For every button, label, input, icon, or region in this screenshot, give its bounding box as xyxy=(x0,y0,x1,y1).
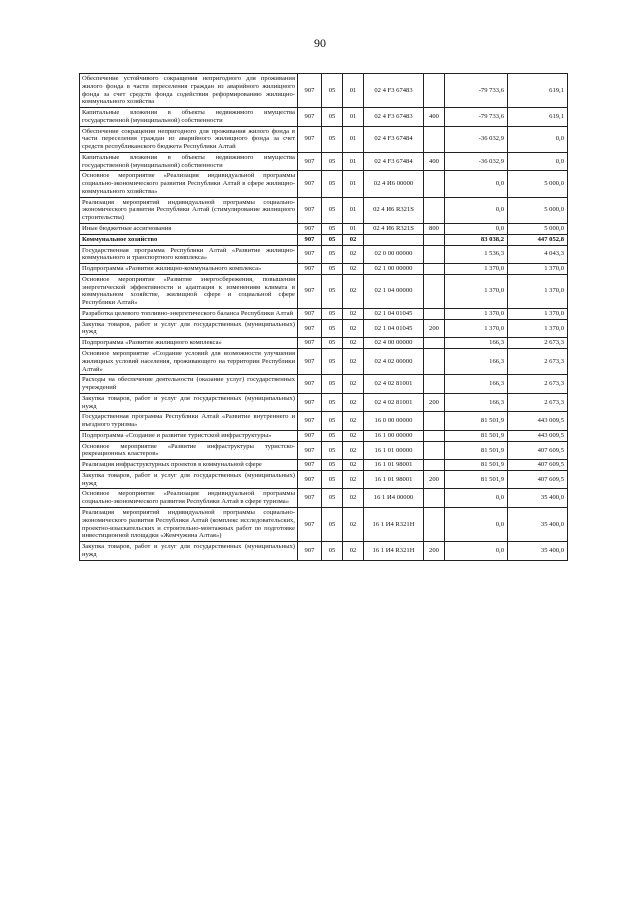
ministry-code-cell: 907 xyxy=(298,542,322,561)
ministry-code-cell: 907 xyxy=(298,441,322,460)
amount-change-cell: -79 733,6 xyxy=(445,74,508,108)
expense-type-cell: 400 xyxy=(424,108,445,127)
target-article-cell: 16 0 00 00000 xyxy=(364,412,424,431)
expense-name-cell: Закупка товаров, работ и услуг для государственных (муниципальных) нужд xyxy=(80,393,298,412)
subsection-code-cell: 01 xyxy=(343,108,364,127)
section-code-cell: 05 xyxy=(322,126,343,152)
section-code-cell: 05 xyxy=(322,171,343,197)
subsection-code-cell: 02 xyxy=(343,264,364,275)
table-row xyxy=(80,171,568,197)
expense-type-cell xyxy=(424,441,445,460)
table-row xyxy=(80,245,568,264)
ministry-code-cell: 907 xyxy=(298,412,322,431)
target-article-cell xyxy=(364,234,424,245)
amount-total-cell: 2 673,3 xyxy=(508,375,568,394)
subsection-code-cell: 02 xyxy=(343,308,364,319)
table-row xyxy=(80,274,568,308)
expense-type-cell xyxy=(424,348,445,374)
expense-name-cell: Государственная программа Республики Алтай «Развитие внутреннего и въездного туризма» xyxy=(80,412,298,431)
subsection-code-cell: 01 xyxy=(343,197,364,223)
amount-total-cell: 1 370,0 xyxy=(508,274,568,308)
expense-name-cell: Реализация мероприятий индивидуальной программы социально-экономического развития Республики Алтай (комплекс исследовательских, проектно-изыскательских и строительно-монтажных работ по подготовке инвестиционной площадки «Жемчужина Алтая») xyxy=(80,507,298,541)
amount-change-cell: 1 536,3 xyxy=(445,245,508,264)
section-code-cell: 05 xyxy=(322,348,343,374)
expense-name-cell: Реализация инфраструктурных проектов в коммунальной сфере xyxy=(80,460,298,471)
amount-total-cell: 1 370,0 xyxy=(508,308,568,319)
expense-type-cell xyxy=(424,74,445,108)
amount-total-cell: 407 609,5 xyxy=(508,460,568,471)
amount-change-cell: -36 032,9 xyxy=(445,126,508,152)
amount-total-cell: 2 673,3 xyxy=(508,348,568,374)
amount-total-cell: 619,1 xyxy=(508,108,568,127)
amount-total-cell: 35 400,0 xyxy=(508,489,568,508)
expense-name-cell: Подпрограмма «Создание и развитие туристской инфраструктуры» xyxy=(80,430,298,441)
amount-change-cell: 1 370,0 xyxy=(445,274,508,308)
expense-type-cell: 800 xyxy=(424,224,445,235)
table-row xyxy=(80,441,568,460)
amount-change-cell: 0,0 xyxy=(445,542,508,561)
amount-change-cell: 83 038,2 xyxy=(445,234,508,245)
budget-table xyxy=(79,73,568,561)
target-article-cell: 02 4 И6 R321S xyxy=(364,197,424,223)
expense-name-cell: Коммунальное хозяйство xyxy=(80,234,298,245)
section-code-cell: 05 xyxy=(322,264,343,275)
section-code-cell: 05 xyxy=(322,74,343,108)
subsection-code-cell: 02 xyxy=(343,542,364,561)
subsection-code-cell: 02 xyxy=(343,274,364,308)
table-row xyxy=(80,338,568,349)
expense-name-cell: Закупка товаров, работ и услуг для государственных (муниципальных) нужд xyxy=(80,542,298,561)
section-code-cell: 05 xyxy=(322,430,343,441)
subsection-code-cell: 01 xyxy=(343,74,364,108)
expense-name-cell: Основное мероприятие «Развитие энергосбережения, повышения энергетической эффективности и адаптация к изменениям климата в коммунальном хозяйстве, жилищной сфере и социальной сфере Республики Алтай» xyxy=(80,274,298,308)
target-article-cell: 02 4 И6 00000 xyxy=(364,171,424,197)
expense-name-cell: Основное мероприятие «Создание условий для возможности улучшения жилищных условий населения, проживающего на территории Республики Алтай» xyxy=(80,348,298,374)
amount-change-cell: -36 032,9 xyxy=(445,152,508,171)
target-article-cell: 16 1 01 98001 xyxy=(364,460,424,471)
ministry-code-cell: 907 xyxy=(298,152,322,171)
ministry-code-cell: 907 xyxy=(298,308,322,319)
subsection-code-cell: 01 xyxy=(343,152,364,171)
target-article-cell: 02 4 00 00000 xyxy=(364,338,424,349)
ministry-code-cell: 907 xyxy=(298,489,322,508)
amount-change-cell: 0,0 xyxy=(445,197,508,223)
amount-change-cell: 81 501,9 xyxy=(445,460,508,471)
expense-type-cell: 200 xyxy=(424,542,445,561)
subsection-code-cell: 02 xyxy=(343,234,364,245)
expense-type-cell: 400 xyxy=(424,152,445,171)
section-code-cell: 05 xyxy=(322,460,343,471)
expense-name-cell: Государственная программа Республики Алтай «Развитие жилищно-коммунального и транспортного комплекса» xyxy=(80,245,298,264)
ministry-code-cell: 907 xyxy=(298,393,322,412)
amount-total-cell: 5 000,0 xyxy=(508,224,568,235)
ministry-code-cell: 907 xyxy=(298,348,322,374)
table-row xyxy=(80,489,568,508)
target-article-cell: 16 1 И4 00000 xyxy=(364,489,424,508)
amount-change-cell: 1 370,0 xyxy=(445,308,508,319)
target-article-cell: 16 1 01 00000 xyxy=(364,441,424,460)
subsection-code-cell: 02 xyxy=(343,460,364,471)
amount-change-cell: 166,3 xyxy=(445,348,508,374)
target-article-cell: 02 4 F3 67483 xyxy=(364,108,424,127)
target-article-cell: 02 1 04 01045 xyxy=(364,308,424,319)
amount-total-cell: 443 009,5 xyxy=(508,412,568,431)
target-article-cell: 16 1 И4 R321Н xyxy=(364,542,424,561)
amount-total-cell: 407 609,5 xyxy=(508,470,568,489)
page-number: 90 xyxy=(314,36,326,50)
amount-change-cell: 0,0 xyxy=(445,507,508,541)
ministry-code-cell: 907 xyxy=(298,264,322,275)
table-row xyxy=(80,74,568,108)
table-row xyxy=(80,264,568,275)
amount-change-cell: 81 501,9 xyxy=(445,441,508,460)
expense-type-cell: 200 xyxy=(424,393,445,412)
section-code-cell: 05 xyxy=(322,441,343,460)
target-article-cell: 02 1 04 01045 xyxy=(364,319,424,338)
expense-type-cell xyxy=(424,338,445,349)
subsection-code-cell: 02 xyxy=(343,470,364,489)
section-code-cell: 05 xyxy=(322,108,343,127)
expense-type-cell xyxy=(424,234,445,245)
subsection-code-cell: 02 xyxy=(343,348,364,374)
subsection-code-cell: 02 xyxy=(343,319,364,338)
amount-total-cell: 1 370,0 xyxy=(508,319,568,338)
ministry-code-cell: 907 xyxy=(298,338,322,349)
expense-name-cell: Реализация мероприятий индивидуальной программы социально-экономического развития Республики Алтай (стимулирование жилищного строительства) xyxy=(80,197,298,223)
amount-total-cell: 4 043,3 xyxy=(508,245,568,264)
expense-type-cell xyxy=(424,430,445,441)
table-row xyxy=(80,152,568,171)
subsection-code-cell: 01 xyxy=(343,171,364,197)
subsection-code-cell: 02 xyxy=(343,441,364,460)
expense-name-cell: Капитальные вложения в объекты недвижимого имущества государственной (муниципальной) собственности xyxy=(80,108,298,127)
amount-change-cell: 81 501,9 xyxy=(445,412,508,431)
amount-total-cell: 2 673,3 xyxy=(508,338,568,349)
expense-type-cell xyxy=(424,489,445,508)
section-code-cell: 05 xyxy=(322,319,343,338)
ministry-code-cell: 907 xyxy=(298,126,322,152)
table-row xyxy=(80,393,568,412)
table-row xyxy=(80,470,568,489)
expense-type-cell xyxy=(424,245,445,264)
expense-type-cell: 200 xyxy=(424,319,445,338)
ministry-code-cell: 907 xyxy=(298,507,322,541)
target-article-cell: 02 4 F3 67484 xyxy=(364,126,424,152)
table-row xyxy=(80,412,568,431)
section-code-cell: 05 xyxy=(322,274,343,308)
ministry-code-cell: 907 xyxy=(298,197,322,223)
expense-name-cell: Обеспечение устойчивого сокращения непригодного для проживания жилого фонда в части переселения граждан из аварийного жилищного фонда за счет средств фонда содействия реформированию жилищно-коммунального хозяйства xyxy=(80,74,298,108)
expense-type-cell xyxy=(424,171,445,197)
ministry-code-cell: 907 xyxy=(298,274,322,308)
section-code-cell: 05 xyxy=(322,338,343,349)
amount-change-cell: -79 733,6 xyxy=(445,108,508,127)
amount-change-cell: 1 370,0 xyxy=(445,319,508,338)
expense-type-cell xyxy=(424,507,445,541)
expense-name-cell: Основное мероприятие «Реализация индивидуальной программы социально-экономического развития Республики Алтай в сфере жилищно-коммунального хозяйства» xyxy=(80,171,298,197)
amount-total-cell: 619,1 xyxy=(508,74,568,108)
expense-name-cell: Основное мероприятие «Реализация индивидуальной программы социально-экономического развития Республики Алтай в сфере туризма» xyxy=(80,489,298,508)
section-code-cell: 05 xyxy=(322,234,343,245)
expense-name-cell: Закупка товаров, работ и услуг для государственных (муниципальных) нужд xyxy=(80,319,298,338)
amount-total-cell: 0,0 xyxy=(508,152,568,171)
budget-table-body xyxy=(80,74,568,561)
table-row xyxy=(80,197,568,223)
section-code-cell: 05 xyxy=(322,507,343,541)
expense-type-cell xyxy=(424,264,445,275)
amount-total-cell: 447 052,8 xyxy=(508,234,568,245)
section-code-cell: 05 xyxy=(322,375,343,394)
amount-total-cell: 407 609,5 xyxy=(508,441,568,460)
amount-change-cell: 166,3 xyxy=(445,338,508,349)
amount-total-cell: 35 400,0 xyxy=(508,542,568,561)
table-row xyxy=(80,126,568,152)
amount-total-cell: 443 009,5 xyxy=(508,430,568,441)
expense-name-cell: Расходы на обеспечение деятельности (оказание услуг) государственных учреждений xyxy=(80,375,298,394)
section-code-cell: 05 xyxy=(322,489,343,508)
amount-change-cell: 0,0 xyxy=(445,171,508,197)
ministry-code-cell: 907 xyxy=(298,234,322,245)
target-article-cell: 02 4 02 81001 xyxy=(364,375,424,394)
section-code-cell: 05 xyxy=(322,542,343,561)
ministry-code-cell: 907 xyxy=(298,245,322,264)
table-row xyxy=(80,430,568,441)
subsection-code-cell: 01 xyxy=(343,224,364,235)
expense-name-cell: Подпрограмма «Развитие жилищно-коммунального комплекса» xyxy=(80,264,298,275)
target-article-cell: 02 4 F3 67483 xyxy=(364,74,424,108)
expense-type-cell xyxy=(424,126,445,152)
expense-type-cell xyxy=(424,460,445,471)
subsection-code-cell: 02 xyxy=(343,338,364,349)
expense-name-cell: Разработка целевого топливно-энергетического баланса Республики Алтай xyxy=(80,308,298,319)
ministry-code-cell: 907 xyxy=(298,430,322,441)
ministry-code-cell: 907 xyxy=(298,171,322,197)
amount-total-cell: 2 673,3 xyxy=(508,393,568,412)
subsection-code-cell: 02 xyxy=(343,507,364,541)
section-code-cell: 05 xyxy=(322,412,343,431)
target-article-cell: 02 1 00 00000 xyxy=(364,264,424,275)
expense-name-cell: Иные бюджетные ассигнования xyxy=(80,224,298,235)
section-code-cell: 05 xyxy=(322,152,343,171)
expense-type-cell xyxy=(424,197,445,223)
expense-name-cell: Закупка товаров, работ и услуг для государственных (муниципальных) нужд xyxy=(80,470,298,489)
expense-name-cell: Капитальные вложения в объекты недвижимого имущества государственной (муниципальной) собственности xyxy=(80,152,298,171)
amount-total-cell: 5 000,0 xyxy=(508,171,568,197)
amount-change-cell: 166,3 xyxy=(445,375,508,394)
subsection-code-cell: 02 xyxy=(343,375,364,394)
table-row xyxy=(80,319,568,338)
ministry-code-cell: 907 xyxy=(298,470,322,489)
subsection-code-cell: 02 xyxy=(343,489,364,508)
target-article-cell: 02 4 02 00000 xyxy=(364,348,424,374)
ministry-code-cell: 907 xyxy=(298,319,322,338)
table-row xyxy=(80,108,568,127)
subsection-code-cell: 01 xyxy=(343,126,364,152)
section-code-cell: 05 xyxy=(322,197,343,223)
table-row xyxy=(80,375,568,394)
amount-change-cell: 81 501,9 xyxy=(445,430,508,441)
target-article-cell: 02 4 F3 67484 xyxy=(364,152,424,171)
target-article-cell: 02 0 00 00000 xyxy=(364,245,424,264)
table-row xyxy=(80,224,568,235)
amount-total-cell: 0,0 xyxy=(508,126,568,152)
amount-total-cell: 1 370,0 xyxy=(508,264,568,275)
target-article-cell: 16 1 И4 R321Н xyxy=(364,507,424,541)
expense-type-cell xyxy=(424,308,445,319)
table-row xyxy=(80,234,568,245)
section-code-cell: 05 xyxy=(322,470,343,489)
amount-change-cell: 166,3 xyxy=(445,393,508,412)
target-article-cell: 16 1 00 00000 xyxy=(364,430,424,441)
subsection-code-cell: 02 xyxy=(343,412,364,431)
expense-type-cell: 200 xyxy=(424,470,445,489)
expense-name-cell: Подпрограмма «Развитие жилищного комплекса» xyxy=(80,338,298,349)
table-row xyxy=(80,348,568,374)
expense-type-cell xyxy=(424,375,445,394)
amount-change-cell: 81 501,9 xyxy=(445,470,508,489)
table-row xyxy=(80,308,568,319)
ministry-code-cell: 907 xyxy=(298,108,322,127)
table-row xyxy=(80,460,568,471)
amount-total-cell: 35 400,0 xyxy=(508,507,568,541)
subsection-code-cell: 02 xyxy=(343,245,364,264)
section-code-cell: 05 xyxy=(322,393,343,412)
section-code-cell: 05 xyxy=(322,245,343,264)
ministry-code-cell: 907 xyxy=(298,74,322,108)
target-article-cell: 02 4 И6 R321S xyxy=(364,224,424,235)
amount-total-cell: 5 000,0 xyxy=(508,197,568,223)
table-row xyxy=(80,507,568,541)
section-code-cell: 05 xyxy=(322,224,343,235)
target-article-cell: 02 1 04 00000 xyxy=(364,274,424,308)
amount-change-cell: 1 370,0 xyxy=(445,264,508,275)
table-row xyxy=(80,542,568,561)
expense-type-cell xyxy=(424,274,445,308)
expense-type-cell xyxy=(424,412,445,431)
expense-name-cell: Основное мероприятие «Развитие инфраструктуры туристско-рекреационных кластеров» xyxy=(80,441,298,460)
amount-change-cell: 0,0 xyxy=(445,224,508,235)
ministry-code-cell: 907 xyxy=(298,375,322,394)
ministry-code-cell: 907 xyxy=(298,224,322,235)
expense-name-cell: Обеспечение сокращения непригодного для проживания жилого фонда в части переселения граждан из аварийного жилищного фонда за счет средств республиканского бюджета Республики Алтай xyxy=(80,126,298,152)
ministry-code-cell: 907 xyxy=(298,460,322,471)
target-article-cell: 16 1 01 98001 xyxy=(364,470,424,489)
subsection-code-cell: 02 xyxy=(343,393,364,412)
section-code-cell: 05 xyxy=(322,308,343,319)
target-article-cell: 02 4 02 81001 xyxy=(364,393,424,412)
amount-change-cell: 0,0 xyxy=(445,489,508,508)
subsection-code-cell: 02 xyxy=(343,430,364,441)
